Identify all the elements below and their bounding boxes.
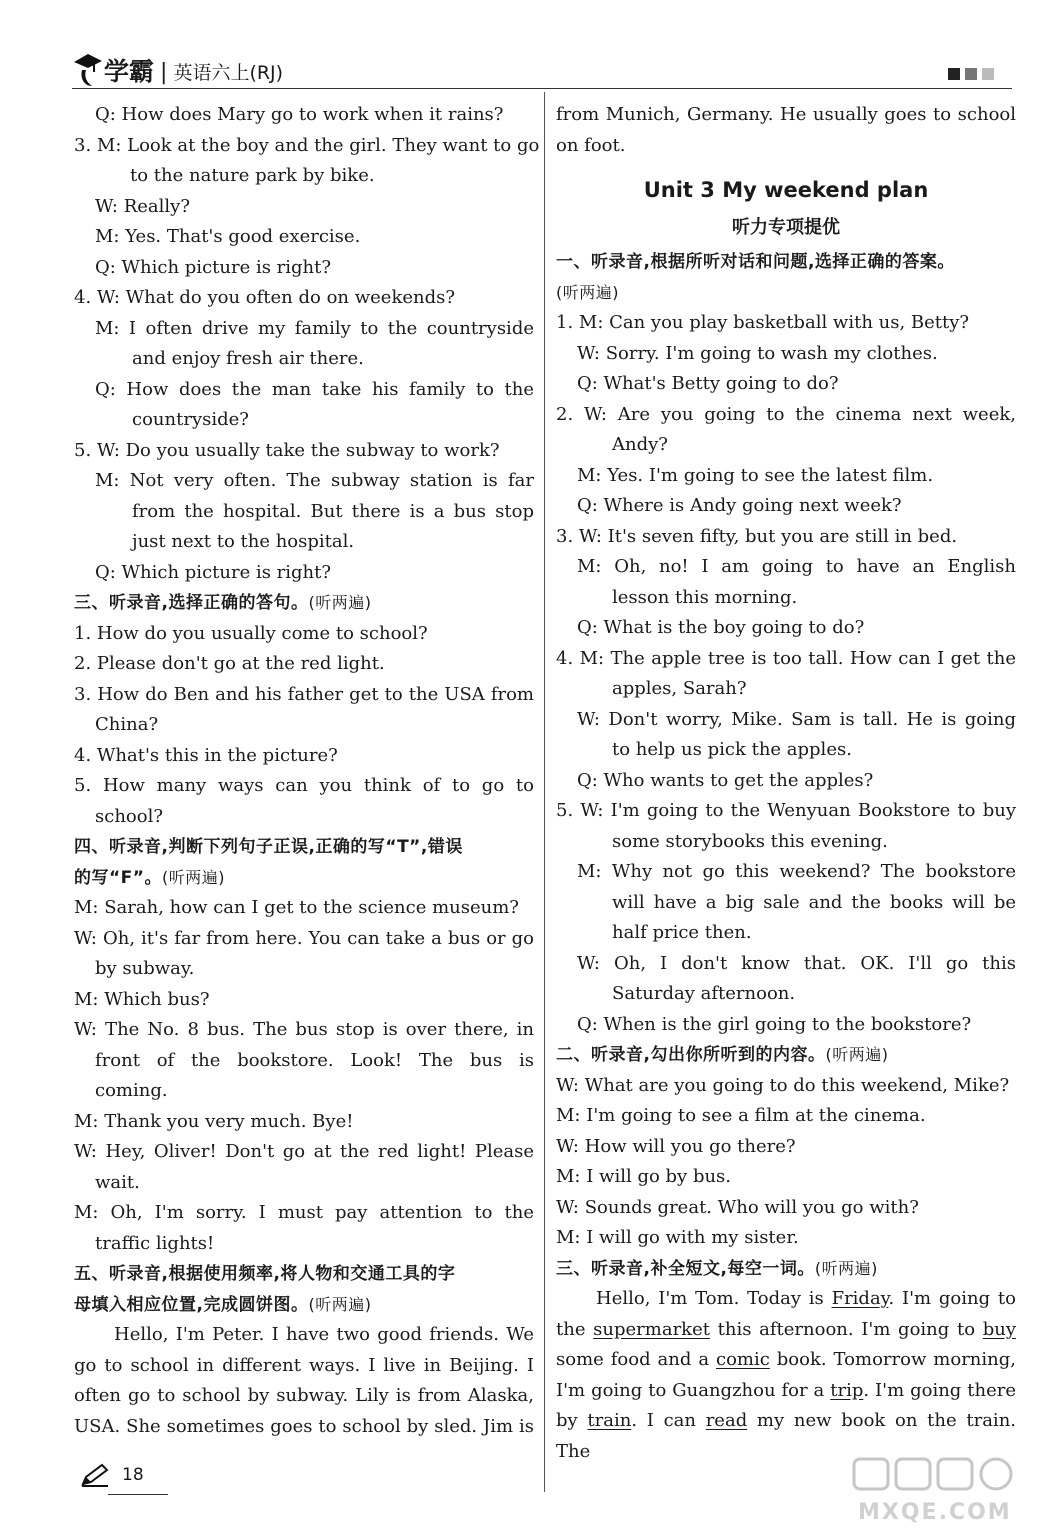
text-line: 5. W: Do you usually take the subway to work? bbox=[74, 439, 500, 461]
page-footer bbox=[80, 1462, 144, 1488]
text-line: W: Hey, Oliver! Don't go at the red light! Please bbox=[74, 1141, 534, 1162]
text-line: will have a big sale and the books will be bbox=[612, 891, 1016, 913]
text-line: M: Not very often. The subway station is far bbox=[95, 470, 534, 491]
text-line: some storybooks this evening. bbox=[612, 830, 888, 852]
text-line: and enjoy fresh air there. bbox=[132, 348, 364, 369]
section-heading: 五、听录音,根据使用频率,将人物和交通工具的字 bbox=[74, 1264, 456, 1284]
text-line: lesson this morning. bbox=[612, 586, 798, 608]
text-line: M: Yes. That's good exercise. bbox=[95, 226, 361, 247]
text-line: USA. She sometimes goes to school by sled. Jim is bbox=[74, 1415, 534, 1437]
answer-blank: supermarket bbox=[593, 1318, 710, 1340]
text-line: 2. W: Are you going to the cinema next week, bbox=[556, 403, 1016, 425]
text-line: M: Thank you very much. Bye! bbox=[74, 1110, 354, 1132]
text-line: half price then. bbox=[612, 922, 752, 943]
section-heading: 三、听录音,补全短文,每空一词。(听两遍) bbox=[556, 1258, 878, 1279]
unit-title: Unit 3 My weekend plan bbox=[643, 178, 929, 202]
page-number: 18 bbox=[122, 1465, 144, 1485]
right-column-continuation bbox=[556, 100, 1016, 161]
text-line: W: What are you going to do this weekend, Mike? bbox=[556, 1074, 1010, 1096]
header-rule bbox=[72, 88, 1012, 89]
text-line: to help us pick the apples. bbox=[612, 739, 852, 760]
text-line: to the nature park by bike. bbox=[130, 165, 375, 186]
text-line: from the hospital. But there is a bus stop bbox=[132, 500, 534, 522]
section-heading: 一、听录音,根据所听对话和问题,选择正确的答案。 bbox=[556, 252, 955, 272]
text-line: W: Don't worry, Mike. Sam is tall. He is going bbox=[577, 708, 1016, 730]
answer-blank: buy bbox=[982, 1318, 1017, 1340]
passage-line: some food and a comic book. Tomorrow morning, bbox=[556, 1349, 1016, 1370]
text-line: W: The No. 8 bus. The bus stop is over there, in bbox=[74, 1019, 534, 1040]
text-line: Q: How does Mary go to work when it rains? bbox=[95, 104, 504, 125]
text-line: Q: Which picture is right? bbox=[95, 256, 332, 278]
section-heading: 三、听录音,选择正确的答句。(听两遍) bbox=[74, 593, 372, 613]
text-line: 5. W: I'm going to the Wenyuan Bookstore to buy bbox=[556, 800, 1016, 821]
text-line: 4. W: What do you often do on weekends? bbox=[74, 287, 456, 308]
graduation-cap-icon bbox=[72, 48, 102, 88]
text-line: Q: When is the girl going to the bookstore? bbox=[577, 1013, 972, 1035]
answer-blank: comic bbox=[716, 1349, 770, 1370]
text-line: M: Which bus? bbox=[74, 988, 210, 1010]
text-line: M: I often drive my family to the countryside bbox=[95, 317, 534, 339]
text-line: 1. How do you usually come to school? bbox=[74, 622, 428, 644]
fill-in-passage bbox=[556, 1284, 1016, 1467]
text-line: M: Yes. I'm going to see the latest film. bbox=[577, 464, 934, 486]
text-line: W: Oh, I don't know that. OK. I'll go this bbox=[577, 952, 1016, 974]
passage-line: Hello, I'm Tom. Today is Friday. I'm going to bbox=[596, 1288, 1016, 1309]
passage-line: I'm going to Guangzhou for a trip. I'm going there bbox=[556, 1379, 1016, 1401]
text-line: often go to school by subway. Lily is from Alaska, bbox=[74, 1385, 534, 1406]
section-heading: (听两遍) bbox=[556, 282, 619, 302]
section-heading: 四、听录音,判断下列句子正误,正确的写“T”,错误 bbox=[74, 837, 463, 857]
left-column bbox=[74, 100, 540, 1442]
text-line: just next to the hospital. bbox=[132, 531, 355, 552]
answer-blank: Friday bbox=[831, 1288, 889, 1309]
text-line: traffic lights! bbox=[95, 1232, 215, 1254]
text-line: go to school in different ways. I live in Beijing. I bbox=[74, 1354, 534, 1376]
text-line: 4. What's this in the picture? bbox=[74, 744, 338, 766]
text-line: from Munich, Germany. He usually goes to school bbox=[556, 104, 1016, 125]
text-line: W: Oh, it's far from here. You can take a bus or go bbox=[74, 927, 534, 949]
text-line: M: I will go by bus. bbox=[556, 1166, 732, 1187]
text-line: M: I will go with my sister. bbox=[556, 1227, 799, 1248]
square-dark-icon bbox=[948, 68, 960, 80]
text-line: by subway. bbox=[95, 958, 195, 979]
right-column-exercises bbox=[556, 247, 1016, 1284]
text-line: wait. bbox=[95, 1171, 140, 1193]
text-line: Q: Which picture is right? bbox=[95, 561, 332, 583]
text-line: Q: What is the boy going to do? bbox=[577, 617, 865, 638]
text-line: China? bbox=[95, 714, 159, 735]
text-line: apples, Sarah? bbox=[612, 678, 747, 699]
text-line: M: Oh, I'm sorry. I must pay attention to the bbox=[74, 1202, 534, 1223]
text-line: 3. M: Look at the boy and the girl. They want to go bbox=[74, 134, 540, 156]
text-line: M: I'm going to see a film at the cinema. bbox=[556, 1105, 926, 1126]
square-light-icon bbox=[982, 68, 994, 80]
text-line: Q: What's Betty going to do? bbox=[577, 373, 839, 394]
text-line: Saturday afternoon. bbox=[612, 983, 796, 1004]
text-line: coming. bbox=[95, 1080, 168, 1101]
passage-line: the supermarket this afternoon. I'm going to buy bbox=[556, 1318, 1017, 1340]
text-line: 1. M: Can you play basketball with us, Betty? bbox=[556, 312, 970, 333]
section-heading: 母填入相应位置,完成圆饼图。(听两遍) bbox=[74, 1294, 372, 1315]
text-line: 5. How many ways can you think of to go to bbox=[74, 775, 534, 796]
pencil-icon bbox=[80, 1462, 112, 1488]
passage-line: by train. I can read my new book on the train. The bbox=[556, 1410, 1017, 1462]
text-line: Q: Where is Andy going next week? bbox=[577, 495, 902, 516]
answer-blank: train bbox=[587, 1410, 632, 1431]
svg-text:MXQE.COM: MXQE.COM bbox=[858, 1500, 1012, 1525]
text-line: M: Why not go this weekend? The bookstore bbox=[577, 861, 1016, 882]
section-title: 听力专项提优 bbox=[732, 217, 840, 238]
text-line: on foot. bbox=[556, 134, 626, 156]
text-line: W: Sounds great. Who will you go with? bbox=[556, 1196, 919, 1218]
text-line: Q: How does the man take his family to the bbox=[95, 378, 534, 400]
text-line: W: Sorry. I'm going to wash my clothes. bbox=[577, 342, 938, 364]
square-mid-icon bbox=[965, 68, 977, 80]
right-column bbox=[556, 100, 1016, 1467]
text-line: W: Really? bbox=[95, 195, 190, 217]
text-line: W: How will you go there? bbox=[556, 1135, 796, 1157]
watermark-logo bbox=[848, 1455, 1018, 1525]
text-line: Q: Who wants to get the apples? bbox=[577, 769, 874, 791]
section-heading: 二、听录音,勾出你所听到的内容。(听两遍) bbox=[556, 1045, 889, 1065]
page-header bbox=[72, 44, 1012, 88]
text-line: 4. M: The apple tree is too tall. How can I get the bbox=[556, 647, 1016, 669]
text-line: Hello, I'm Peter. I have two good friends. We bbox=[114, 1324, 534, 1345]
header-squares bbox=[948, 68, 994, 80]
header-separator: | bbox=[160, 60, 168, 85]
footer-rule bbox=[108, 1494, 168, 1495]
answer-blank: read bbox=[705, 1410, 748, 1431]
text-line: 2. Please don't go at the red light. bbox=[74, 653, 385, 674]
answer-blank: trip bbox=[830, 1379, 864, 1401]
text-line: Andy? bbox=[612, 434, 668, 455]
text-line: front of the bookstore. Look! The bus is bbox=[95, 1049, 534, 1071]
column-divider bbox=[544, 92, 545, 1492]
book-subtitle: 英语六上(RJ) bbox=[173, 62, 284, 84]
text-line: 3. W: It's seven fifty, but you are still in bed. bbox=[556, 525, 958, 547]
text-line: 3. How do Ben and his father get to the USA from bbox=[74, 683, 534, 705]
brand-name: 学霸 bbox=[104, 57, 155, 86]
text-line: M: Sarah, how can I get to the science museum? bbox=[74, 897, 519, 918]
section-heading: 的写“F”。(听两遍) bbox=[74, 867, 225, 888]
brand-logo bbox=[72, 44, 283, 88]
text-line: school? bbox=[95, 805, 163, 827]
text-line: M: Oh, no! I am going to have an English bbox=[577, 556, 1016, 577]
text-line: countryside? bbox=[132, 409, 249, 430]
